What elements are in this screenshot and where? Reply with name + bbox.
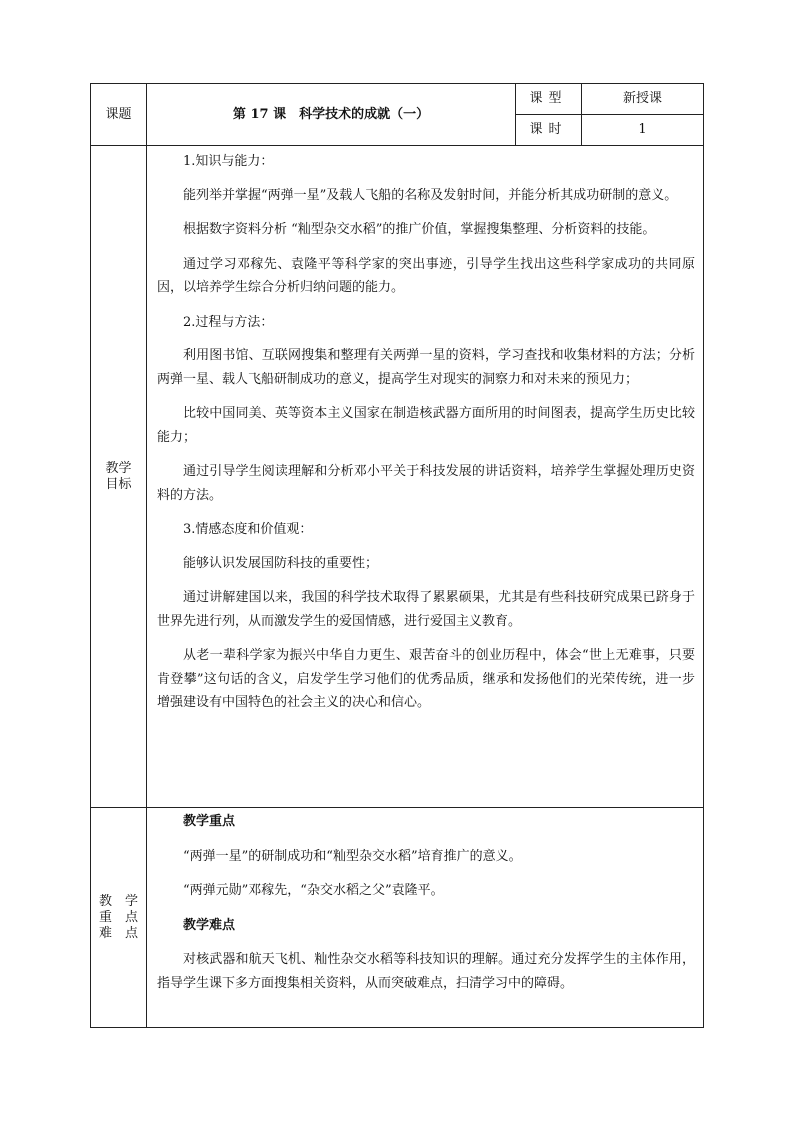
lesson-title: 第 17 课 科学技术的成就（一） (147, 84, 516, 146)
header-row-type (91, 84, 704, 115)
objectives-row (91, 146, 704, 808)
objectives-label (91, 146, 147, 808)
objective-item: 能够认识发展国防科技的重要性； (183, 555, 379, 571)
lesson-label: 课题 (91, 84, 147, 146)
focus-title: 教学重点 (183, 814, 236, 829)
objectives-label-line2: 目标 (105, 476, 132, 492)
lesson-type-value: 新授课 (582, 84, 704, 115)
difficulty-text: 对核武器和航天飞机、籼性杂交水稻等科技知识的理解。通过充分发挥学生的主体作用，指导学生课下多方面搜集相关资料，从而突破难点，扫清学习中的障碍。 (157, 952, 695, 991)
section-title-process: 2.过程与方法： (183, 314, 274, 330)
objective-item: 通过讲解建国以来，我国的科学技术取得了累累硕果，尤其是有些科技研究成果已跻身于世界先进行列，从而激发学生的爱国情感，进行爱国主义教育。 (157, 590, 695, 629)
objectives-label-line1: 教学 (105, 460, 132, 476)
keypoints-label-line1: 教 学 (98, 893, 138, 909)
objective-item: 比较中国同美、英等资本主义国家在制造核武器方面所用的时间图表，提高学生历史比较能力； (157, 406, 695, 445)
lesson-period-value: 1 (582, 115, 704, 146)
objective-item: 根据数字资料分析 “籼型杂交水稻”的推广价值，掌握搜集整理、分析资料的技能。 (183, 222, 656, 237)
focus-item: “两弹元勋”邓稼先，“杂交水稻之父”袁隆平。 (183, 883, 444, 898)
objective-item: 通过学习邓稼先、袁隆平等科学家的突出事迹，引导学生找出这些科学家成功的共同原因，以培养学生综合分析归纳问题的能力。 (157, 256, 695, 295)
objective-item: 通过引导学生阅读理解和分析邓小平关于科技发展的讲话资料，培养学生掌握处理历史资料的方法。 (157, 464, 695, 503)
objective-item: 能列举并掌握“两弹一星”及载人飞船的名称及发射时间，并能分析其成功研制的意义。 (183, 187, 678, 203)
lesson-type-key: 课型 (516, 84, 582, 115)
keypoints-label-line2: 重 点 (98, 909, 138, 925)
section-title-values: 3.情感态度和价值观： (183, 522, 313, 537)
lesson-plan-table (90, 83, 704, 1028)
lesson-period-key: 课时 (516, 115, 582, 146)
difficulty-title: 教学难点 (183, 917, 236, 933)
keypoints-row (91, 808, 704, 1028)
keypoints-content (147, 808, 704, 1028)
objective-item: 从老一辈科学家为振兴中华自力更生、艰苦奋斗的创业历程中，体会“世上无难事，只要肯登攀”这句话的含义，启发学生学习他们的优秀品质，继承和发扬他们的光荣传统，进一步增强建设有中国特色的社会主义的决心和信心。 (157, 648, 695, 710)
keypoints-label-line3: 难 点 (98, 925, 138, 941)
objective-item: 利用图书馆、互联网搜集和整理有关两弹一星的资料，学习查找和收集材料的方法；分析两弹一星、载人飞船研制成功的意义，提高学生对现实的洞察力和对未来的预见力； (157, 348, 695, 387)
keypoints-label (91, 808, 147, 1028)
focus-item: “两弹一星”的研制成功和“籼型杂交水稻”培育推广的意义。 (183, 848, 522, 864)
section-title-knowledge: 1.知识与能力： (183, 154, 274, 169)
objectives-content (147, 146, 704, 808)
